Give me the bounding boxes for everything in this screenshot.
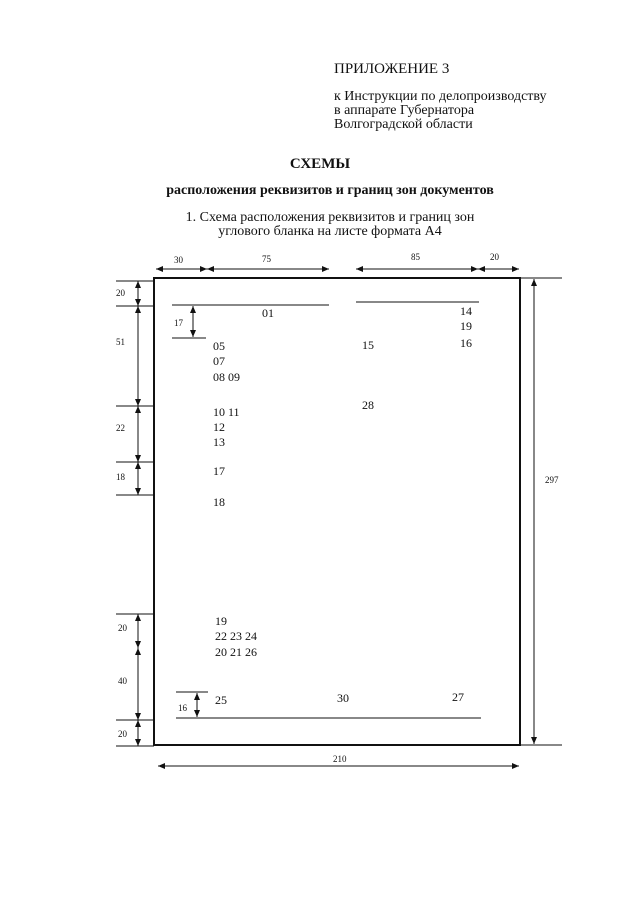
code-05: 05 bbox=[213, 339, 225, 353]
code-19-top: 19 bbox=[460, 319, 472, 333]
code-01: 01 bbox=[262, 306, 274, 320]
dim-label-left-20-bottom: 20 bbox=[118, 729, 127, 739]
dim-label-left-20-mid: 20 bbox=[118, 623, 127, 633]
code-15: 15 bbox=[362, 338, 374, 352]
dim-label-85: 85 bbox=[411, 252, 420, 262]
dim-label-20-right: 20 bbox=[490, 252, 499, 262]
code-22-23-24: 22 23 24 bbox=[215, 629, 257, 643]
dim-label-inner-17: 17 bbox=[174, 318, 183, 328]
code-25: 25 bbox=[215, 693, 227, 707]
code-28: 28 bbox=[362, 398, 374, 412]
dim-label-left-51: 51 bbox=[116, 337, 125, 347]
code-19-bottom: 19 bbox=[215, 614, 227, 628]
appendix-line-2: в аппарате Губернатора bbox=[334, 103, 475, 118]
code-16: 16 bbox=[460, 336, 472, 350]
document-subtitle: расположения реквизитов и границ зон документов bbox=[166, 183, 494, 198]
code-27: 27 bbox=[452, 690, 464, 704]
code-17: 17 bbox=[213, 464, 225, 478]
dim-label-left-40: 40 bbox=[118, 676, 127, 686]
code-20-21-26: 20 21 26 bbox=[215, 645, 257, 659]
code-30: 30 bbox=[337, 691, 349, 705]
dim-label-75: 75 bbox=[262, 254, 271, 264]
code-12: 12 bbox=[213, 420, 225, 434]
appendix-title: ПРИЛОЖЕНИЕ 3 bbox=[334, 61, 450, 77]
scheme-caption-line-2: углового бланка на листе формата А4 bbox=[218, 224, 442, 239]
code-18: 18 bbox=[213, 495, 225, 509]
code-08-09: 08 09 bbox=[213, 370, 240, 384]
code-07: 07 bbox=[213, 354, 225, 368]
document-title: СХЕМЫ bbox=[289, 156, 351, 172]
dim-label-30: 30 bbox=[174, 255, 183, 265]
code-10-11: 10 11 bbox=[213, 405, 240, 419]
dim-label-left-20-top: 20 bbox=[116, 288, 125, 298]
dim-label-left-18: 18 bbox=[116, 472, 125, 482]
dim-label-inner-16: 16 bbox=[178, 703, 187, 713]
dim-label-width: 210 bbox=[333, 754, 347, 764]
dim-label-left-22: 22 bbox=[116, 423, 125, 433]
dim-label-height: 297 bbox=[545, 475, 559, 485]
appendix-line-1: к Инструкции по делопроизводству bbox=[334, 89, 547, 104]
code-14: 14 bbox=[460, 304, 472, 318]
code-13: 13 bbox=[213, 435, 225, 449]
scheme-caption-line-1: 1. Схема расположения реквизитов и границ зон bbox=[185, 210, 475, 225]
appendix-line-3: Волгоградской области bbox=[334, 117, 473, 132]
